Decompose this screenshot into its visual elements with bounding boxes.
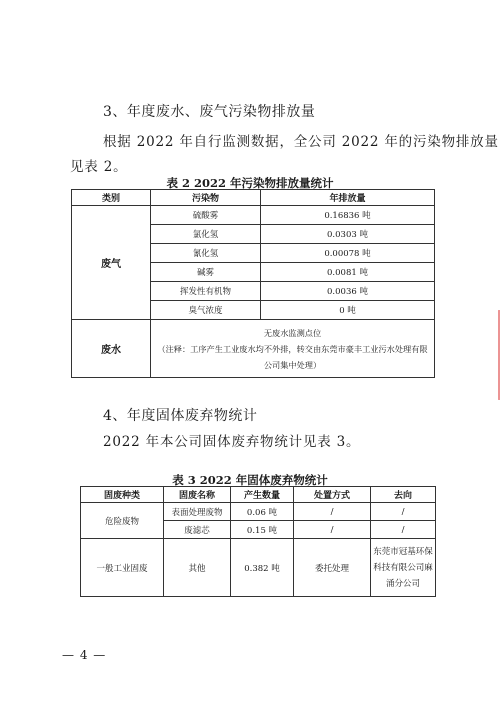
table-row-name: 废滤芯 [164,521,231,539]
section4-paragraph: 2022 年本公司固体废弃物统计见表 3。 [103,434,361,450]
table-row-method: 委托处理 [294,539,371,597]
table-row-name: 表面处理废物 [164,503,231,521]
table2-category-water: 废水 [72,320,151,378]
table-row-amount: 0.15 吨 [231,521,294,539]
table3-category-hazardous: 危险废物 [81,503,164,539]
pollutant-table [71,189,435,378]
page-number: — 4 — [62,648,107,662]
water-note-line1: 无废水监测点位 [263,327,322,338]
table2-header-pollutant: 污染物 [151,190,261,206]
table-row-pollutant: 氯化氢 [151,225,261,244]
water-note-line3: 公司集中处理） [263,359,322,370]
table-row-pollutant: 氰化氢 [151,244,261,263]
section3-paragraph-line2: 见表 2。 [70,159,128,175]
table-row-destination: / [371,503,436,521]
table3-header-method: 处置方式 [294,487,371,503]
table-row-destination: / [371,521,436,539]
table-row-amount: 0.06 吨 [231,503,294,521]
table3-header-destination: 去向 [371,487,436,503]
table-row-destination [371,539,436,597]
table-row-pollutant: 碱雾 [151,263,261,282]
table2-caption: 表 2 2022 年污染物排放量统计 [166,176,334,190]
table2-header-amount: 年排放量 [261,190,435,206]
table-row-amount: 0.382 吨 [231,539,294,597]
table-row-amount: 0.00078 吨 [261,244,435,263]
table3-header-amount: 产生数量 [231,487,294,503]
table-row-amount: 0 吨 [261,301,435,320]
red-seal-stamp [468,310,500,400]
table-row-amount: 0.0303 吨 [261,225,435,244]
section3-heading: 3、年度废水、废气污染物排放量 [103,104,316,120]
table-row-method: / [294,503,371,521]
table-row-name: 其他 [164,539,231,597]
table2-category-gas: 废气 [72,206,151,320]
water-note-line2: （注释：工序产生工业废水均不外排，转交由东莞市豪丰工业污水处理有限 [157,343,428,354]
table3-caption: 表 3 2022 年固体废弃物统计 [172,473,328,487]
table-row-amount: 0.0036 吨 [261,282,435,301]
destination-line3: 涌分公司 [385,578,420,589]
table2-header-category: 类别 [72,190,151,206]
section4-heading: 4、年度固体废弃物统计 [103,408,258,424]
table3-category-general: 一般工业固废 [81,539,164,597]
table-row-amount: 0.0081 吨 [261,263,435,282]
table3-header-name: 固废名称 [164,487,231,503]
destination-line1: 东莞市冠基环保 [373,546,433,557]
section3-paragraph-line1: 根据 2022 年自行监测数据，全公司 2022 年的污染物排放量 [103,134,499,150]
table-row-method: / [294,521,371,539]
solid-waste-table [80,486,436,597]
table-row-pollutant: 挥发性有机物 [151,282,261,301]
table-row-pollutant: 臭气浓度 [151,301,261,320]
table-row-amount: 0.16836 吨 [261,206,435,225]
table3-header-type: 固废种类 [81,487,164,503]
destination-line2: 科技有限公司麻 [373,562,433,573]
table2-water-note [151,320,435,378]
table-row-pollutant: 硫酸雾 [151,206,261,225]
